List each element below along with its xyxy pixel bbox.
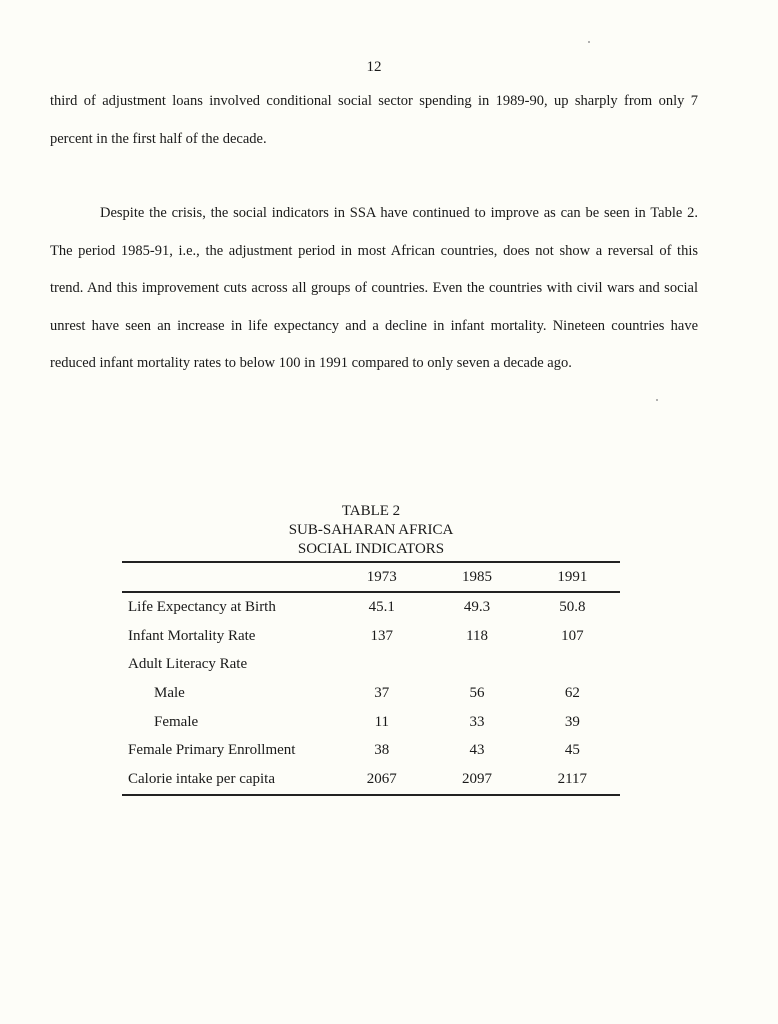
table-cell: 49.3 — [463, 598, 491, 615]
table-cell: 56 — [469, 684, 485, 701]
scan-speck — [588, 41, 590, 43]
table-row — [122, 622, 620, 651]
table-row — [122, 765, 620, 795]
table-cell: 39 — [564, 713, 580, 730]
column-header-label — [122, 562, 334, 592]
table-cell: 2097 — [429, 765, 524, 795]
table-cell: 43 — [469, 742, 485, 759]
column-header-1973: 1973 — [334, 562, 429, 592]
table-cell: 118 — [466, 627, 489, 644]
scan-speck — [656, 399, 658, 401]
table-heading — [122, 502, 620, 559]
table-cell — [334, 650, 429, 679]
table-cell: 2117 — [525, 765, 620, 795]
paragraph-1: third of adjustment loans involved conditional social sector spending in 1989-90, up sharply from only 7 percent in the first half of the decade. — [50, 93, 698, 147]
table-title: SUB-SAHARAN AFRICA — [288, 522, 454, 538]
table-cell: 137 — [370, 627, 394, 644]
table-row — [122, 650, 620, 679]
row-label: Calorie intake per capita — [122, 765, 334, 795]
social-indicators-table — [122, 561, 620, 796]
row-label: Female Primary Enrollment — [128, 742, 296, 759]
table-row — [122, 736, 620, 765]
table-cell: 45 — [564, 742, 580, 759]
row-label: Life Expectancy at Birth — [128, 598, 276, 615]
column-header-1985: 1985 — [429, 562, 524, 592]
table-row — [122, 708, 620, 737]
table-cell: 11 — [374, 713, 390, 730]
table-cell: 45.1 — [368, 598, 395, 615]
table-subtitle: SOCIAL INDICATORS — [297, 541, 445, 557]
table-cell: 37 — [374, 684, 390, 701]
table-cell: 107 — [561, 627, 584, 644]
paragraph-2: Despite the crisis, the social indicators in SSA have continued to improve as can be seen in Table 2. The period 1985-91, i.e., the adjustment period in most African countries, does not show a reversal of this trend. And this improvement cuts across all groups of countries. Even the countries with civil wars and social unrest have seen an increase in life expectancy and a decline in infant mortality. Nineteen countries have reduced infant mortality rates to below 100 in 1991 compared to only seven a decade ago. — [50, 205, 698, 371]
table-cell: 33 — [469, 713, 485, 730]
row-label: Male — [154, 684, 185, 701]
row-label: Female — [154, 713, 199, 730]
table-row — [122, 679, 620, 708]
row-label: Infant Mortality Rate — [128, 627, 256, 644]
table-cell — [429, 650, 524, 679]
table-header-row — [122, 562, 620, 592]
table-cell: 2067 — [334, 765, 429, 795]
page-number: 12 — [366, 59, 382, 75]
table-cell: 38 — [374, 742, 390, 759]
column-header-1991: 1991 — [525, 562, 620, 592]
table-cell: 62 — [564, 684, 580, 701]
table-cell — [525, 650, 620, 679]
table-number: TABLE 2 — [341, 503, 401, 519]
table-row — [122, 592, 620, 622]
row-label: Adult Literacy Rate — [128, 656, 248, 673]
table-cell: 50.8 — [559, 598, 586, 615]
